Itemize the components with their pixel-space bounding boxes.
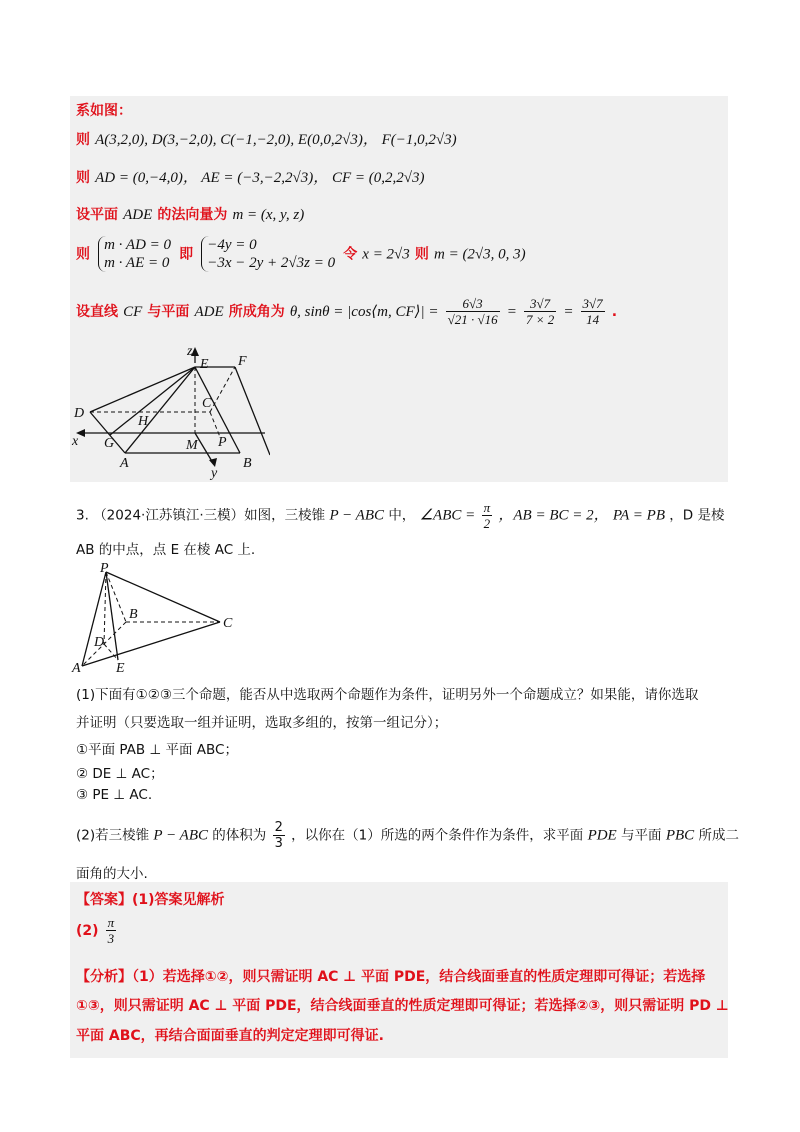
fraction-3-num: 3√7: [582, 296, 603, 311]
fig2-label-D: D: [94, 635, 105, 650]
fig1-label-C: C: [202, 396, 212, 411]
coord-intro: 系如图：: [76, 103, 132, 119]
problem-d-text: ，D 是棱: [669, 507, 725, 524]
answer-frac: [106, 915, 117, 946]
fig1-label-B: B: [243, 456, 252, 471]
question2-volume-frac: [273, 820, 285, 851]
question2-post2: 所成二: [698, 827, 739, 844]
answer-part2: [76, 915, 118, 946]
fig2-label-C: C: [223, 616, 233, 631]
question2-vol-den: 3: [274, 836, 283, 851]
question2-with: 与平面: [621, 827, 662, 844]
answer-label: 【答案】(1)答案见解析: [76, 892, 225, 908]
system-eq3: −4y = 0: [207, 237, 257, 253]
problem-zhong: 中，: [388, 507, 416, 524]
question2-line-1: [76, 820, 739, 851]
problem-line-1: [76, 500, 724, 531]
question2-pre: (2)若三棱锥: [76, 827, 150, 844]
system-eq1: m · AD = 0: [104, 237, 172, 253]
ling-label: 令: [343, 246, 358, 263]
angle-mid: 所成角为: [228, 304, 285, 320]
system-ji: 即: [179, 246, 194, 263]
answer-den: 3: [107, 931, 115, 946]
fig1-label-H: H: [138, 414, 149, 429]
analysis-line-2: ①③，则只需证明 AC ⊥ 平面 PDE，结合线面垂直的性质定理即可得证；若选择②③，则只需证明 PD ⊥: [76, 998, 729, 1014]
problem-pa-pb: PA = PB: [612, 507, 665, 524]
question2-line-2: 面角的大小.: [76, 866, 148, 882]
points-line: [76, 128, 457, 149]
angle-line-name: CF: [123, 304, 143, 320]
fraction-1-den: √21 · √16: [447, 312, 498, 327]
angle-intro: 设直线: [76, 304, 118, 320]
question1-prop-1: ①平面 PAB ⊥ 平面 ABC；: [76, 742, 238, 758]
problem-ab-bc: ，AB = BC = 2，: [498, 507, 609, 524]
system-brace-1: [98, 236, 171, 272]
angle-expr: θ, sinθ = |cos⟨m, CF⟩| =: [289, 304, 439, 320]
system-eq4: −3x − 2y + 2√3z = 0: [207, 255, 336, 271]
fraction-2-den: 7 × 2: [525, 312, 555, 327]
figure-pyramid: [70, 560, 245, 675]
angle-line: 设直线 CF 与平面 ADE 所成角为 θ, sinθ = |cos⟨m, CF⟩| = $\frac{6√3}{√21 \cdot √16}$ = $\frac{3√7}{7 \times 2}$ = $\frac{3√7}{14}$ .: [76, 296, 618, 327]
fig1-label-P: P: [218, 435, 227, 450]
m-value: m = (2√3, 0, 3): [433, 246, 526, 263]
fig2-label-B: B: [129, 607, 138, 622]
question2-plane-2: PBC: [665, 827, 695, 844]
fig1-label-E: E: [200, 357, 209, 372]
question1-prop-2: ② DE ⊥ AC；: [76, 766, 164, 782]
normal-intro: 设平面: [76, 207, 118, 223]
problem-pi-num: π: [483, 500, 491, 515]
question2-plane-1: PDE: [587, 827, 617, 844]
vectors-label: 则: [76, 170, 90, 186]
fig1-label-x: x: [72, 434, 79, 449]
fig1-label-z: z: [187, 345, 193, 359]
problem-pi-den: 2: [483, 516, 491, 531]
normal-mid: 的法向量为: [157, 207, 228, 223]
answer-num: π: [107, 915, 115, 930]
question2-post: ，以你在（1）所选的两个条件作为条件，求平面: [291, 827, 584, 844]
points-expr: A(3,2,0), D(3,−2,0), C(−1,−2,0), E(0,0,2√3)， F(−1,0,2√3): [95, 132, 457, 148]
problem-pyramid: P − ABC: [329, 507, 385, 524]
question1-line-1: (1)下面有①②③三个命题，能否从中选取两个命题作为条件，证明另外一个命题成立？如果能，请你选取: [76, 687, 699, 703]
fig1-label-y: y: [211, 466, 218, 480]
system-label: 则: [76, 246, 90, 263]
fraction-2-num: 3√7: [524, 296, 556, 312]
edge-PA: [82, 572, 106, 666]
fig1-label-D: D: [74, 406, 85, 421]
answer-part2-label: (2): [76, 923, 99, 939]
y-axis: [195, 433, 213, 463]
fig1-label-M: M: [186, 438, 198, 453]
analysis-line-1: 【分析】（1）若选择①②，则只需证明 AC ⊥ 平面 PDE，结合线面垂直的性质定理即可得证；若选择: [76, 969, 706, 985]
fraction-2: [524, 296, 556, 327]
fraction-1-num: 6√3: [446, 296, 500, 312]
x-value: x = 2√3: [362, 246, 410, 263]
normal-plane: ADE: [123, 207, 153, 223]
fraction-3: [581, 296, 605, 327]
question2-pyramid: P − ABC: [153, 827, 208, 844]
analysis-line-3: 平面 ABC，再结合面面垂直的判定定理即可得证.: [76, 1028, 384, 1044]
problem-source: （2024·江苏镇江·三模）如图，三棱锥: [93, 507, 326, 524]
problem-number: 3.: [76, 507, 89, 524]
fig2-label-P: P: [100, 561, 109, 576]
edge-FB: [235, 367, 270, 455]
fraction-3-den: 14: [586, 312, 600, 327]
angle-plane: ADE: [194, 304, 224, 320]
edge-PE: [106, 572, 118, 660]
vectors-line: [76, 166, 424, 187]
normal-vec: m = (x, y, z): [232, 207, 305, 223]
question1-line-2: 并证明（只要选取一组并证明，选取多组的，按第一组记分）；: [76, 715, 448, 731]
question2-vol-num: 2: [274, 820, 283, 835]
fig1-label-A: A: [120, 456, 129, 471]
edge-EA: [125, 367, 195, 453]
angle-with: 与平面: [147, 304, 190, 320]
question2-mid: 的体积为: [212, 827, 267, 844]
ze-label: 则: [414, 246, 429, 263]
normal-line: [76, 204, 304, 224]
fig2-label-E: E: [116, 661, 125, 675]
fig1-label-F: F: [238, 354, 247, 369]
system-eq2: m · AE = 0: [104, 255, 170, 271]
figure-coordinate-solid: [70, 345, 270, 480]
edge-EG: [110, 367, 195, 435]
fig2-label-A: A: [72, 661, 81, 675]
problem-angle: ∠ABC =: [419, 507, 476, 524]
fraction-1: [446, 296, 500, 327]
vectors-expr: AD = (0,−4,0)， AE = (−3,−2,2√3)， CF = (0,2,2√3): [95, 170, 425, 186]
system-line: [76, 236, 526, 272]
question1-prop-3: ③ PE ⊥ AC.: [76, 787, 153, 803]
system-brace-2: [201, 236, 335, 272]
problem-line-2: AB 的中点，点 E 在棱 AC 上.: [76, 542, 256, 558]
fig1-label-G: G: [104, 436, 115, 451]
edge-DE: [90, 367, 195, 412]
problem-pi-frac: [482, 500, 493, 531]
points-label: 则: [76, 132, 90, 148]
